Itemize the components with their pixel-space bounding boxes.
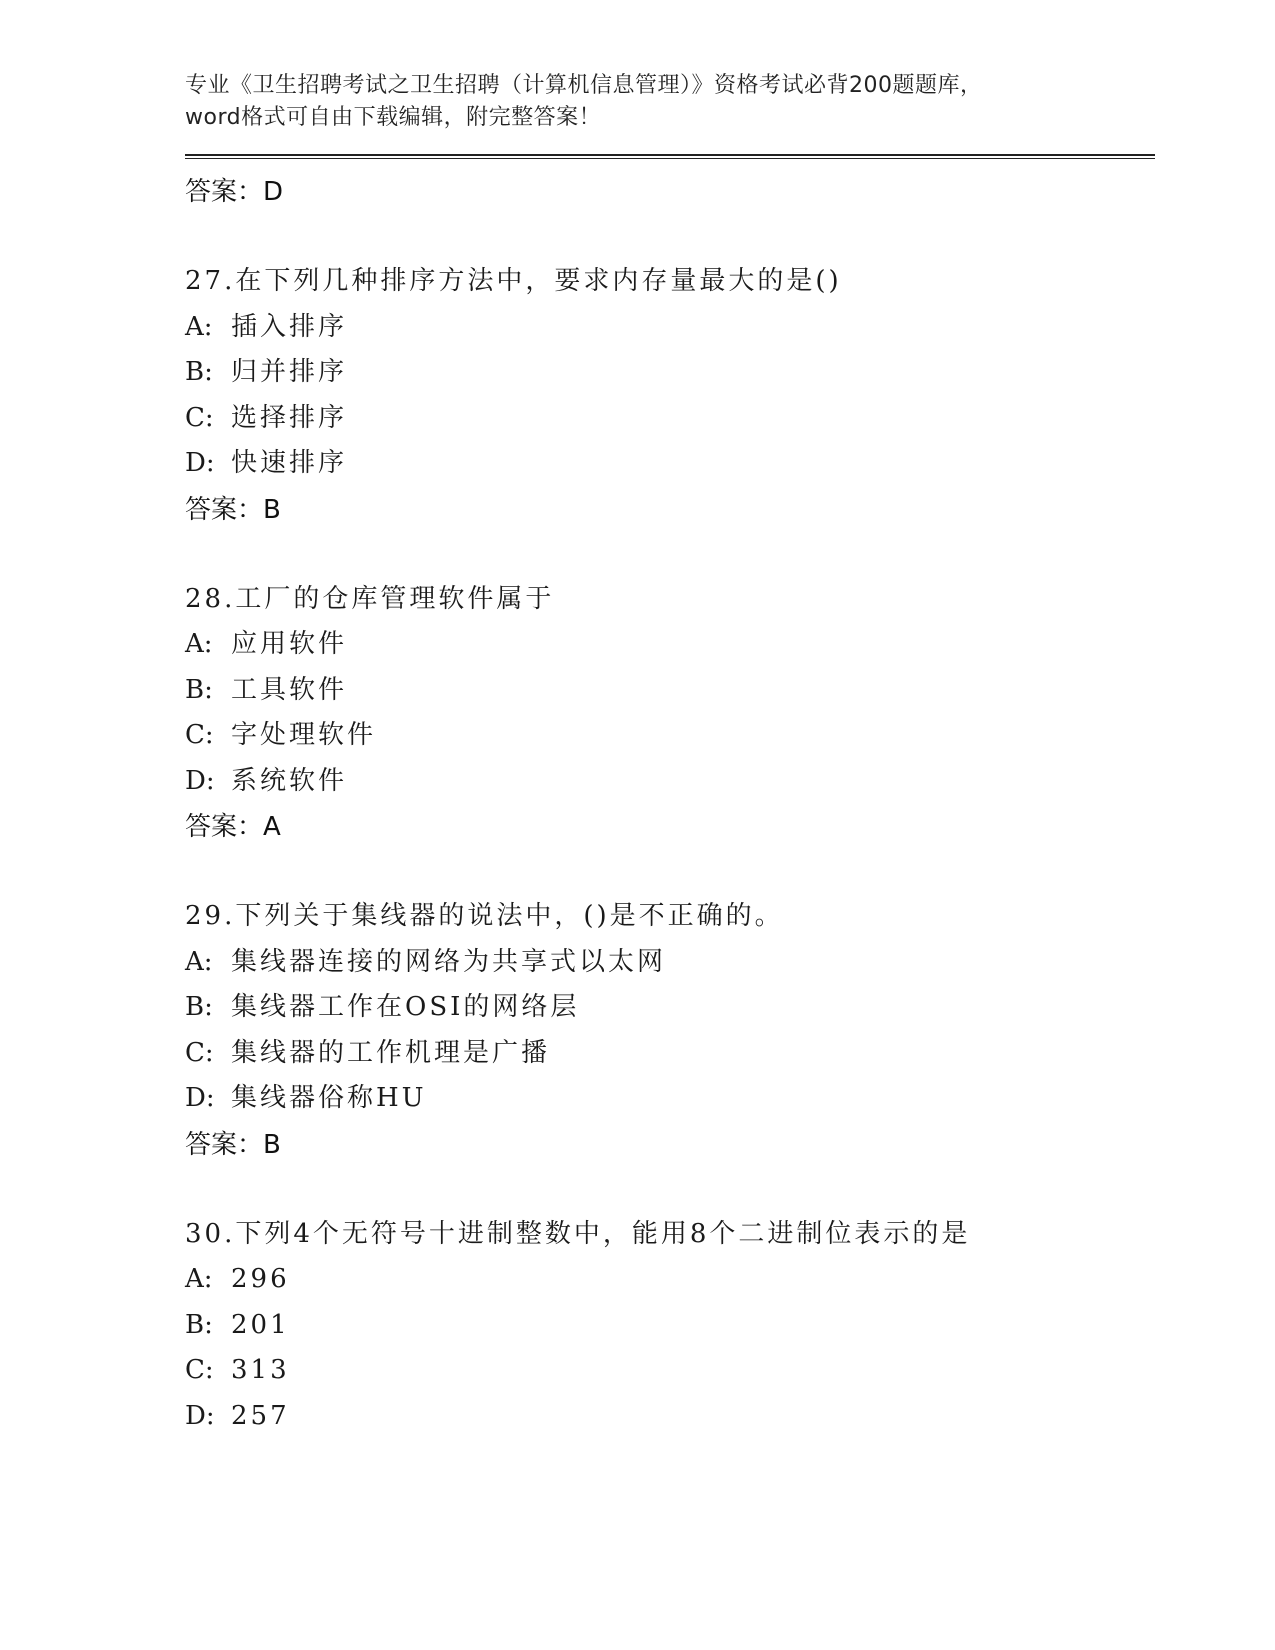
question-29 xyxy=(185,894,1155,1168)
option-a xyxy=(185,1257,1155,1303)
option-text: 系统软件 xyxy=(231,765,348,796)
option-b xyxy=(185,985,1155,1031)
header-divider xyxy=(185,154,1155,159)
option-d xyxy=(185,759,1155,805)
option-c xyxy=(185,396,1155,442)
option-text: 选择排序 xyxy=(231,402,348,433)
option-letter: B: xyxy=(185,357,213,387)
option-letter: B: xyxy=(185,674,213,705)
question-stem: 30.下列4个无符号十进制整数中，能用8个二进制位表示的是 xyxy=(185,1218,971,1249)
option-letter: C: xyxy=(185,1355,214,1385)
question-stem: 29.下列关于集线器的说法中，()是不正确的。 xyxy=(185,901,784,931)
option-letter: A: xyxy=(185,1264,213,1294)
option-d xyxy=(185,1076,1155,1122)
answer-line: 答案：A xyxy=(185,812,281,842)
option-a xyxy=(185,940,1155,986)
option-b xyxy=(185,1303,1155,1349)
option-letter: A: xyxy=(185,311,213,342)
question-27 xyxy=(185,259,1155,533)
option-letter: D: xyxy=(185,765,215,796)
option-letter: D: xyxy=(185,448,215,478)
option-b xyxy=(185,350,1155,396)
option-letter: D: xyxy=(185,1400,215,1431)
option-text: 工具软件 xyxy=(231,674,348,705)
previous-answer: 答案：D xyxy=(185,177,284,207)
option-text: 集线器俗称HU xyxy=(231,1083,427,1113)
option-c xyxy=(185,1348,1155,1394)
option-text: 257 xyxy=(231,1400,290,1431)
option-text: 313 xyxy=(231,1355,290,1385)
option-letter: C: xyxy=(185,720,214,750)
question-28 xyxy=(185,577,1155,851)
document-header xyxy=(185,70,1155,134)
option-a xyxy=(185,622,1155,668)
option-d xyxy=(185,441,1155,487)
option-text: 201 xyxy=(231,1309,290,1340)
option-b xyxy=(185,668,1155,714)
option-text: 归并排序 xyxy=(231,357,348,387)
option-text: 快速排序 xyxy=(231,448,348,478)
question-30 xyxy=(185,1212,1155,1440)
option-letter: D: xyxy=(185,1083,215,1113)
question-stem: 27.在下列几种排序方法中，要求内存量最大的是() xyxy=(185,266,842,296)
document-page xyxy=(185,70,1155,1439)
option-c xyxy=(185,1031,1155,1077)
option-text: 插入排序 xyxy=(231,311,348,342)
option-text: 集线器工作在OSI的网络层 xyxy=(231,992,580,1022)
option-letter: B: xyxy=(185,1309,213,1340)
option-letter: A: xyxy=(185,629,213,659)
option-text: 集线器连接的网络为共享式以太网 xyxy=(231,946,667,977)
answer-line: 答案：B xyxy=(185,1129,281,1160)
option-d xyxy=(185,1394,1155,1440)
option-text: 应用软件 xyxy=(231,629,348,659)
option-a xyxy=(185,305,1155,351)
answer-line: 答案：B xyxy=(185,494,281,525)
option-letter: C: xyxy=(185,402,214,433)
header-line-2: word格式可自由下载编辑，附完整答案！ xyxy=(185,105,602,130)
question-stem: 28.工厂的仓库管理软件属于 xyxy=(185,583,555,614)
option-letter: A: xyxy=(185,946,213,977)
option-letter: C: xyxy=(185,1037,214,1068)
option-text: 集线器的工作机理是广播 xyxy=(231,1037,551,1068)
option-c xyxy=(185,713,1155,759)
header-line-1: 专业《卫生招聘考试之卫生招聘（计算机信息管理）》资格考试必背200题题库， xyxy=(185,73,983,98)
option-text: 字处理软件 xyxy=(231,720,377,750)
option-text: 296 xyxy=(231,1264,290,1294)
option-letter: B: xyxy=(185,992,213,1022)
